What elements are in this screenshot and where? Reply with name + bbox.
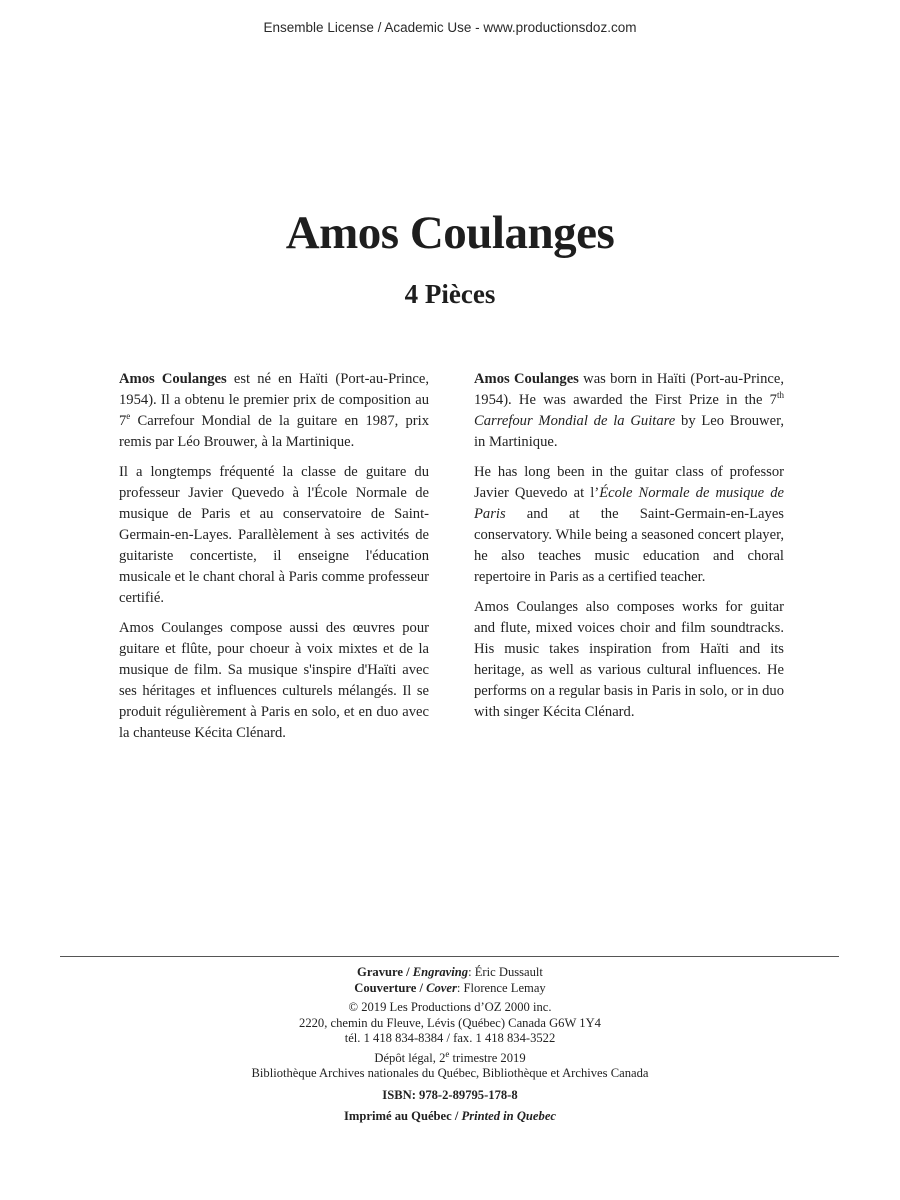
work-subtitle: 4 Pièces bbox=[404, 279, 496, 309]
printed-line bbox=[0, 1109, 900, 1125]
french-paragraph-3: Amos Coulanges compose aussi des œuvres pour guitare et flûte, pour choeur à voix mixtes et de la musique de film. Sa musique s'inspire d'Haïti avec ses héritages et influences culturels mélangés. Il se produit régulièrement à Paris en solo, et en duo avec la chanteuse Kécita Clénard. bbox=[119, 620, 429, 741]
english-paragraph-2 bbox=[474, 462, 784, 588]
cover-label-fr: Couverture / bbox=[354, 980, 427, 995]
publisher-phone: tél. 1 418 834-8384 / fax. 1 418 834-3522 bbox=[344, 1031, 556, 1045]
english-p2-text-b: and at the Saint-Germain-en-Layes conservatory. While being a seasoned concert player, he also teaches music education and choral repertoire in Paris as a certified teacher. bbox=[474, 506, 784, 585]
english-p1-superscript: th bbox=[776, 390, 784, 401]
engraving-label-en: Engraving bbox=[412, 965, 469, 979]
deposit-superscript: e bbox=[445, 1048, 450, 1059]
cover-name: : Florence Lemay bbox=[456, 980, 546, 995]
english-p1-italic: Carrefour Mondial de la Guitare bbox=[474, 413, 676, 429]
publisher-address: 2220, chemin du Fleuve, Lévis (Québec) Canada G6W 1Y4 bbox=[299, 1015, 601, 1030]
cover-credit bbox=[0, 981, 900, 997]
french-biography bbox=[119, 369, 429, 753]
isbn-line: ISBN: 978-2-89795-178-8 bbox=[382, 1087, 518, 1102]
engraving-label-fr: Gravure / bbox=[357, 965, 413, 979]
english-p1-text-b: by Leo Brouwer, in Martinique. bbox=[474, 413, 784, 450]
french-composer-name: Amos Coulanges bbox=[119, 371, 227, 387]
french-p1-superscript: e bbox=[126, 411, 131, 422]
cover-label-en: Cover bbox=[426, 980, 457, 995]
engraving-name: : Éric Dussault bbox=[468, 965, 543, 979]
english-p1-text-a: was born in Haïti (Port-au-Prince, 1954). He was awarded the First Prize in the 7 bbox=[474, 371, 784, 408]
deposit-text-b: trimestre 2019 bbox=[449, 1050, 526, 1065]
license-header: Ensemble License / Academic Use - www.productionsdoz.com bbox=[263, 20, 637, 35]
credits-block bbox=[0, 965, 900, 1125]
french-p1-text-a: est né en Haïti (Port-au-Prince, 1954). Il a obtenu le premier prix de composition au 7 bbox=[119, 371, 429, 429]
english-p2-italic: École Normale de musique de Paris bbox=[474, 485, 784, 522]
english-p2-text-a: He has long been in the guitar class of professor Javier Quevedo at l’ bbox=[474, 464, 784, 501]
copyright-line: © 2019 Les Productions d’OZ 2000 inc. bbox=[348, 1000, 552, 1014]
composer-title: Amos Coulanges bbox=[285, 207, 615, 259]
printed-label-fr: Imprimé au Québec / bbox=[344, 1109, 462, 1123]
english-composer-name: Amos Coulanges bbox=[474, 371, 579, 387]
deposit-text-a: Dépôt légal, 2 bbox=[374, 1050, 446, 1065]
printed-label-en: Printed in Quebec bbox=[461, 1109, 556, 1123]
legal-deposit bbox=[0, 1048, 900, 1067]
english-paragraph-3: Amos Coulanges also composes works for guitar and flute, mixed voices choir and film soundtracks. His music takes inspiration from Haïti and its heritage, as well as various cultural influences. He performs on a regular basis in Paris in solo, or in duo with singer Kécita Clénard. bbox=[474, 599, 784, 720]
footer-divider bbox=[60, 956, 839, 957]
libraries-line: Bibliothèque Archives nationales du Québec, Bibliothèque et Archives Canada bbox=[251, 1066, 649, 1080]
engraving-credit bbox=[0, 965, 900, 981]
french-paragraph-1 bbox=[119, 369, 429, 453]
english-paragraph-1 bbox=[474, 369, 784, 453]
french-paragraph-2: Il a longtemps fréquenté la classe de guitare du professeur Javier Quevedo à l'École Normale de musique de Paris et au conservatoire de Saint-Germain-en-Layes. Parallèlement à ses activités de guitariste concertiste, il enseigne l'éducation musicale et le chant choral à Paris comme professeur certifié. bbox=[119, 464, 429, 606]
english-biography bbox=[474, 369, 784, 732]
french-p1-text-b: Carrefour Mondial de la guitare en 1987, prix remis par Léo Brouwer, à la Martinique. bbox=[119, 413, 429, 450]
